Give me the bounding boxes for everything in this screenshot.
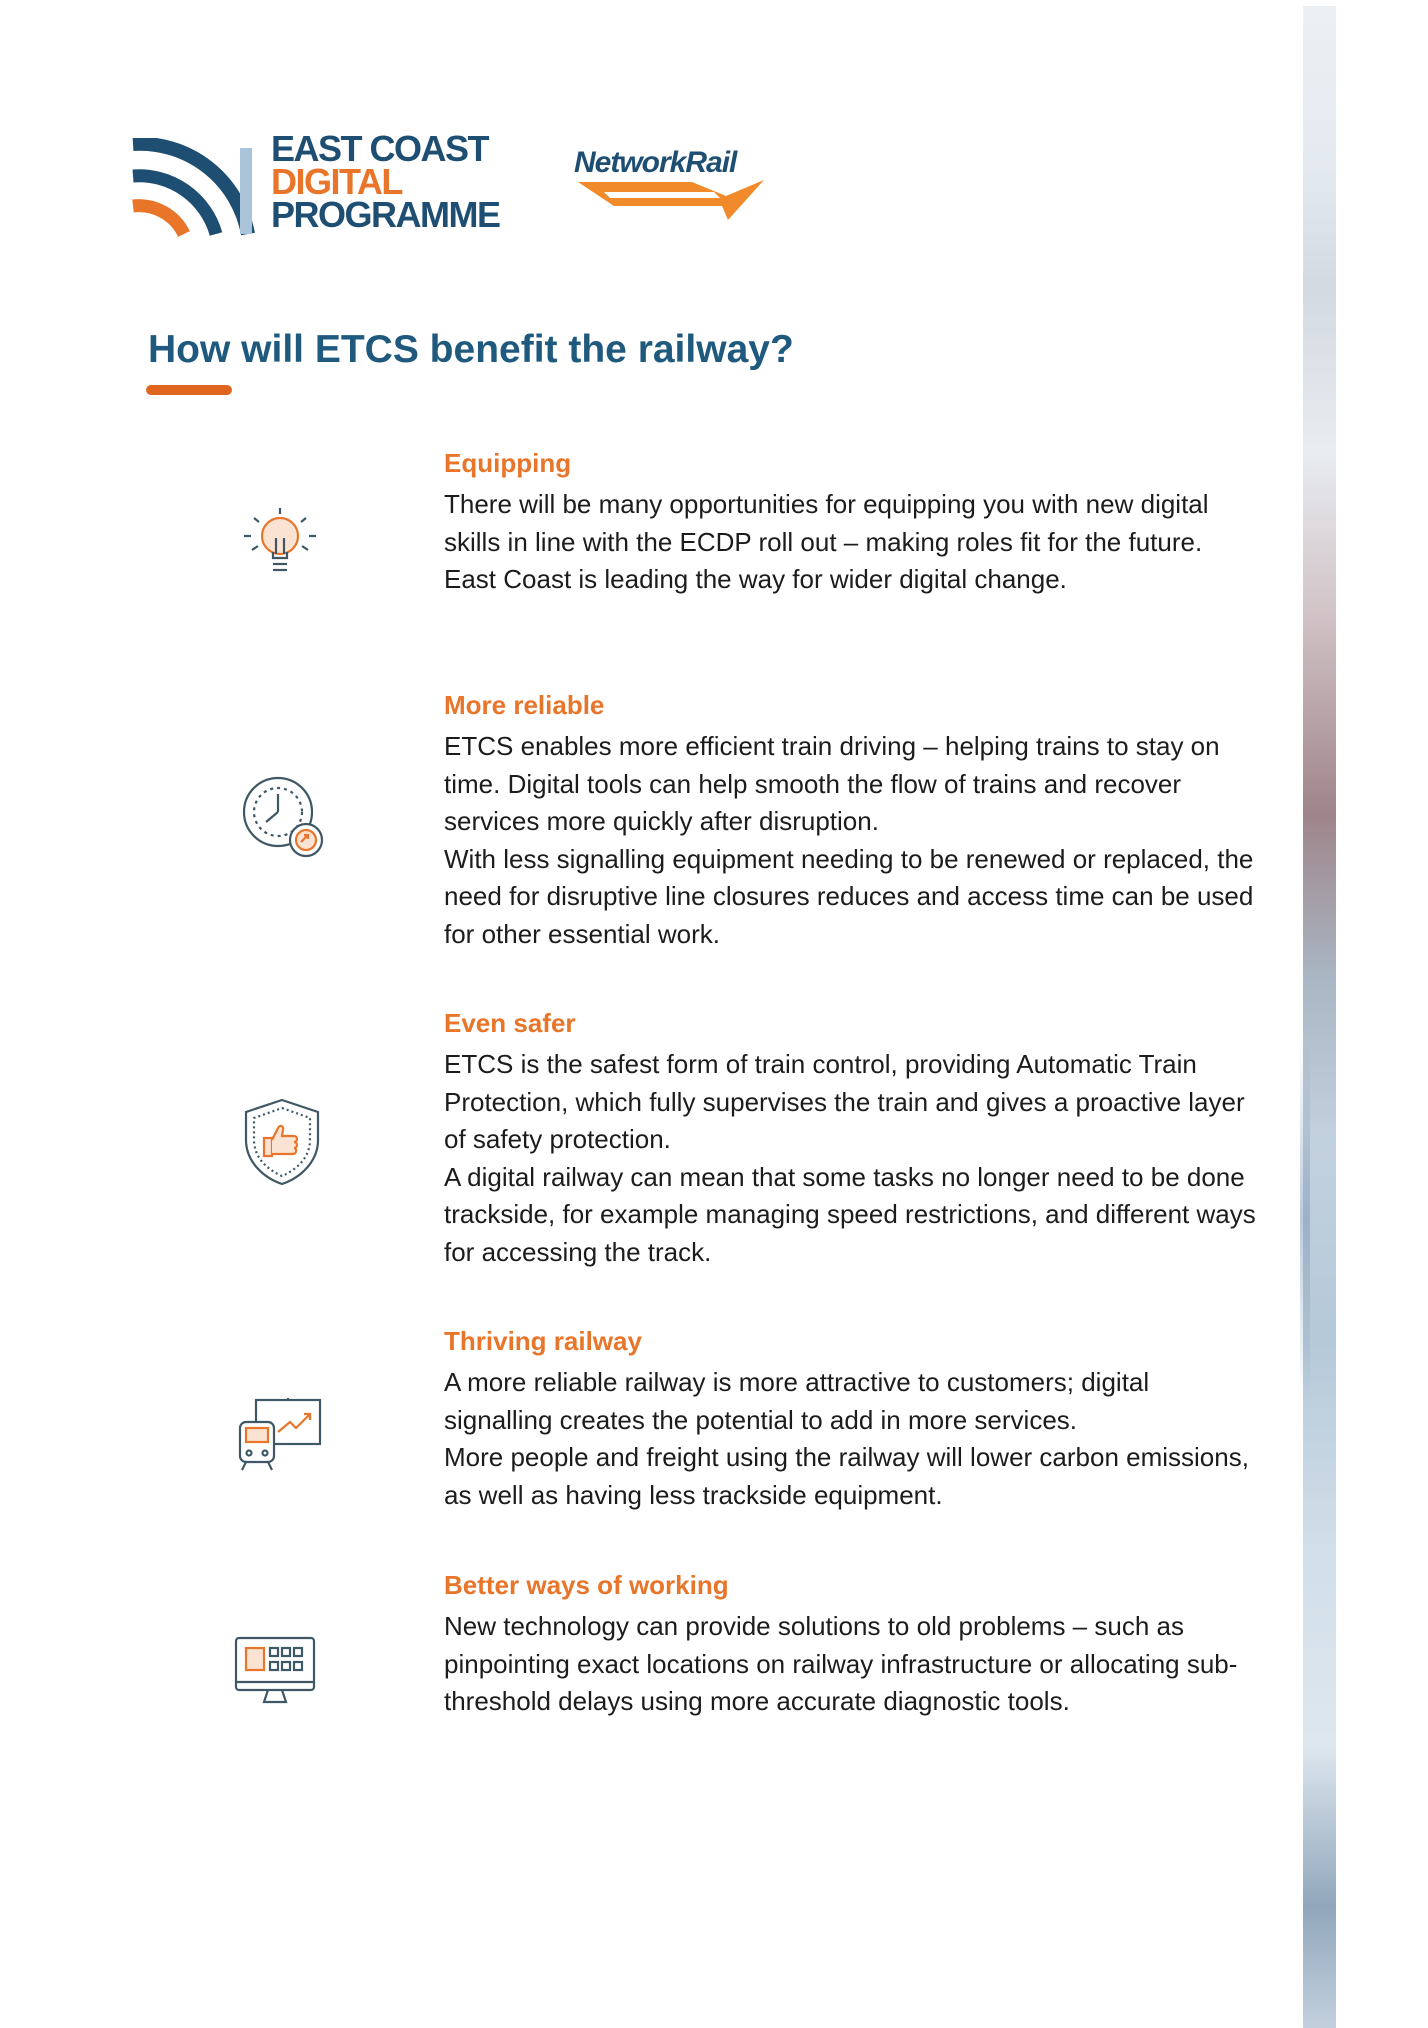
section-more-reliable xyxy=(444,686,1264,953)
section-body xyxy=(444,728,1264,953)
section-heading: Better ways of working xyxy=(444,1570,729,1600)
section-paragraph: New technology can provide solutions to old problems – such as pinpointing exact locations on railway infrastructure or allocating sub-threshold delays using more accurate diagnostic tools. xyxy=(444,1611,1238,1716)
section-paragraph: More people and freight using the railway will lower carbon emissions, as well as having less trackside equipment. xyxy=(444,1442,1249,1510)
section-better-ways-of-working xyxy=(444,1566,1264,1721)
section-heading: More reliable xyxy=(444,690,605,720)
section-heading: Equipping xyxy=(444,448,572,478)
ecdp-wordmark xyxy=(271,128,500,235)
section-paragraph: A more reliable railway is more attractive to customers; digital signalling creates the potential to add in more services. xyxy=(444,1367,1150,1435)
shield-thumbs-up-icon xyxy=(242,1096,322,1188)
decorative-side-strip xyxy=(1303,6,1336,2028)
decorative-side-strip-highlight xyxy=(1300,1040,1310,1400)
ecdp-line-2: DIGITAL xyxy=(271,161,402,202)
section-even-safer xyxy=(444,1004,1264,1271)
section-body xyxy=(444,1364,1264,1514)
section-paragraph: A digital railway can mean that some tasks no longer need to be done trackside, for example managing speed restrictions, and different ways for accessing the track. xyxy=(444,1161,1256,1267)
ecdp-line-3: PROGRAMME xyxy=(271,194,500,235)
network-rail-logo xyxy=(574,146,774,226)
ecdp-arcs-icon xyxy=(128,138,263,238)
section-body xyxy=(444,1046,1264,1271)
ecdp-line-1: EAST COAST xyxy=(271,128,489,169)
section-paragraph: With less signalling equipment needing to be renewed or replaced, the need for disruptive line closures reduces and access time can be used for other essential work. xyxy=(444,843,1254,949)
clock-icon xyxy=(240,774,326,860)
section-thriving-railway xyxy=(444,1322,1264,1514)
section-heading: Thriving railway xyxy=(444,1326,642,1356)
ecdp-logo xyxy=(128,128,528,242)
section-paragraph: East Coast is leading the way for wider digital change. xyxy=(444,564,1067,594)
page-title: How will ETCS benefit the railway? xyxy=(148,328,794,371)
section-paragraph: There will be many opportunities for equipping you with new digital skills in line with the ECDP roll out – making roles fit for the future. xyxy=(444,489,1209,557)
title-underline xyxy=(146,385,232,395)
section-body xyxy=(444,1608,1264,1721)
section-paragraph: ETCS enables more efficient train driving – helping trains to stay on time. Digital tools can help smooth the flow of trains and recover services more quickly after disruption. xyxy=(444,731,1220,836)
section-equipping xyxy=(444,444,1264,599)
section-paragraph: ETCS is the safest form of train control, providing Automatic Train Protection, which fully supervises the train and gives a proactive layer of safety protection. xyxy=(444,1049,1245,1154)
section-heading: Even safer xyxy=(444,1008,576,1038)
network-rail-double-arrow-icon xyxy=(574,176,774,226)
section-body xyxy=(444,486,1264,599)
lightbulb-icon xyxy=(238,506,322,588)
train-growth-chart-icon xyxy=(238,1398,324,1472)
network-rail-wordmark: NetworkRail xyxy=(574,146,737,179)
monitor-dashboard-icon xyxy=(234,1636,318,1706)
